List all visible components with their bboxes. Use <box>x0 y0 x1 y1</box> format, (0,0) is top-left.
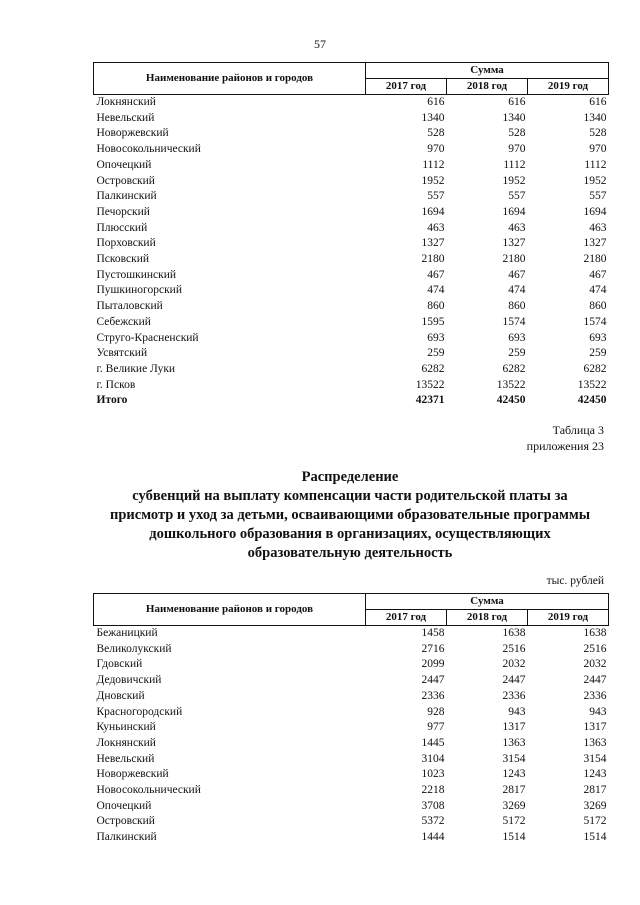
amount-cell: 860 <box>589 300 607 313</box>
amount-cell: 2817 <box>502 784 526 797</box>
district-name: Опочецкий <box>96 158 152 171</box>
table-row <box>94 657 609 673</box>
district-name: Новоржевский <box>96 768 169 781</box>
amount-cell: 463 <box>589 221 607 234</box>
amount-cell: 860 <box>508 300 526 313</box>
amount-cell: 13522 <box>496 378 526 391</box>
amount-cell: 1952 <box>583 174 607 187</box>
amount-cell: 5172 <box>502 815 526 828</box>
amount-cell: 13522 <box>415 378 445 391</box>
table-row <box>94 205 609 221</box>
amount-cell: 1340 <box>502 111 526 124</box>
table-note-line2: приложения 23 <box>526 439 604 453</box>
district-name: Палкинский <box>96 190 157 203</box>
amount-cell: 2817 <box>583 784 607 797</box>
title-line: субвенций на выплату компенсации части родительской платы за <box>132 488 568 504</box>
amount-cell: 1112 <box>422 158 445 171</box>
district-name: Пустошкинский <box>96 268 177 281</box>
amount-cell: 616 <box>427 96 445 108</box>
amount-cell: 2336 <box>583 689 607 702</box>
amount-cell: 2447 <box>421 674 445 687</box>
amount-cell: 467 <box>427 268 445 281</box>
amount-cell: 2180 <box>583 253 607 266</box>
district-name: Невельский <box>96 752 155 765</box>
amount-cell: 2099 <box>421 658 445 671</box>
table-row <box>94 752 609 768</box>
amount-cell: 463 <box>508 221 526 234</box>
table-note <box>527 422 604 454</box>
amount-cell: 2218 <box>421 784 445 797</box>
amount-cell: 1574 <box>583 315 607 328</box>
amount-cell: 2716 <box>421 642 445 655</box>
amount-cell: 2180 <box>502 253 526 266</box>
district-name: г. Великие Луки <box>96 362 176 375</box>
amount-cell: 5372 <box>421 815 445 828</box>
district-name: Новосокольнический <box>96 143 201 156</box>
amount-cell: 1340 <box>583 111 607 124</box>
district-name: Локнянский <box>96 96 156 108</box>
amount-cell: 528 <box>508 127 526 140</box>
amount-cell: 1023 <box>421 768 445 781</box>
amount-cell: 6282 <box>502 362 526 375</box>
title-line: образовательную деятельность <box>247 545 453 561</box>
header-year-2019: 2019 год <box>528 79 609 95</box>
table-1 <box>93 62 609 409</box>
table-row <box>94 268 609 284</box>
units-label: тыс. рублей <box>546 575 604 587</box>
amount-cell: 528 <box>427 127 445 140</box>
district-name: Невельский <box>96 111 155 124</box>
table-row <box>94 830 609 846</box>
table-row <box>94 626 609 642</box>
district-name: Островский <box>96 174 155 187</box>
district-name: Псковский <box>96 253 150 266</box>
amount-cell: 970 <box>589 143 607 156</box>
amount-cell: 2447 <box>583 674 607 687</box>
table-note-line1: Таблица 3 <box>552 423 604 437</box>
district-name: Новоржевский <box>96 127 169 140</box>
table-row <box>94 362 609 378</box>
amount-cell: 860 <box>427 300 445 313</box>
amount-cell: 928 <box>427 705 445 718</box>
header-year-2017: 2017 год <box>366 610 447 626</box>
amount-cell: 1363 <box>502 736 526 749</box>
district-name: Пушкиногорский <box>96 284 182 297</box>
amount-cell: 5172 <box>583 815 607 828</box>
amount-cell: 2032 <box>583 658 607 671</box>
header-year-2018: 2018 год <box>447 610 528 626</box>
amount-cell: 943 <box>589 705 607 718</box>
table-row <box>94 299 609 315</box>
amount-cell: 1694 <box>421 205 445 218</box>
amount-cell: 693 <box>589 331 607 344</box>
amount-cell: 3154 <box>502 752 526 765</box>
amount-cell: 1243 <box>502 768 526 781</box>
total-amount: 42450 <box>496 394 526 407</box>
amount-cell: 2516 <box>583 642 607 655</box>
district-name: Дновский <box>96 689 145 702</box>
header-sum: Сумма <box>366 63 609 79</box>
table-row <box>94 767 609 783</box>
header-year-2018: 2018 год <box>447 79 528 95</box>
total-amount: 42450 <box>577 394 607 407</box>
amount-cell: 2447 <box>502 674 526 687</box>
amount-cell: 557 <box>508 190 526 203</box>
table-row <box>94 736 609 752</box>
amount-cell: 1595 <box>421 315 445 328</box>
amount-cell: 3708 <box>421 799 445 812</box>
table-row <box>94 705 609 721</box>
amount-cell: 1444 <box>421 831 445 844</box>
table-row <box>94 331 609 347</box>
title-line: дошкольного образования в организациях, осуществляющих <box>149 526 551 542</box>
amount-cell: 970 <box>427 143 445 156</box>
amount-cell: 977 <box>427 721 445 734</box>
table-row <box>94 174 609 190</box>
amount-cell: 474 <box>427 284 445 297</box>
table-row <box>94 642 609 658</box>
amount-cell: 1638 <box>502 627 526 639</box>
amount-cell: 3154 <box>583 752 607 765</box>
district-name: Локнянский <box>96 736 156 749</box>
district-name: Плюсский <box>96 221 148 234</box>
header-sum: Сумма <box>366 594 609 610</box>
district-name: Куньинский <box>96 721 156 734</box>
amount-cell: 1112 <box>503 158 526 171</box>
total-row <box>94 393 609 409</box>
table-row <box>94 720 609 736</box>
amount-cell: 467 <box>508 268 526 281</box>
amount-cell: 1514 <box>583 831 607 844</box>
header-name: Наименование районов и городов <box>94 594 366 626</box>
amount-cell: 1458 <box>421 627 445 639</box>
district-name: Бежаницкий <box>96 627 158 639</box>
amount-cell: 463 <box>427 221 445 234</box>
amount-cell: 693 <box>427 331 445 344</box>
amount-cell: 1952 <box>421 174 445 187</box>
amount-cell: 1694 <box>502 205 526 218</box>
table-row <box>94 783 609 799</box>
district-name: Палкинский <box>96 831 157 844</box>
amount-cell: 1363 <box>583 736 607 749</box>
table-row <box>94 814 609 830</box>
header-name: Наименование районов и городов <box>94 63 366 95</box>
amount-cell: 1694 <box>583 205 607 218</box>
amount-cell: 2516 <box>502 642 526 655</box>
table-row <box>94 315 609 331</box>
amount-cell: 970 <box>508 143 526 156</box>
amount-cell: 616 <box>589 96 607 108</box>
district-name: Себежский <box>96 315 151 328</box>
amount-cell: 1317 <box>583 721 607 734</box>
table-row <box>94 221 609 237</box>
district-name: Усвятский <box>96 347 148 360</box>
district-name: Гдовский <box>96 658 143 671</box>
section-title <box>95 468 605 563</box>
table-row <box>94 111 609 127</box>
title-line: присмотр и уход за детьми, осваивающими образовательные программы <box>109 507 591 523</box>
amount-cell: 1514 <box>502 831 526 844</box>
header-year-2017: 2017 год <box>366 79 447 95</box>
table-row <box>94 158 609 174</box>
table-row <box>94 252 609 268</box>
amount-cell: 693 <box>508 331 526 344</box>
amount-cell: 1327 <box>421 237 445 250</box>
table-row <box>94 142 609 158</box>
page-number: 57 <box>314 37 326 51</box>
amount-cell: 6282 <box>421 362 445 375</box>
amount-cell: 2032 <box>502 658 526 671</box>
amount-cell: 474 <box>508 284 526 297</box>
table-row <box>94 673 609 689</box>
amount-cell: 1574 <box>502 315 526 328</box>
district-name: Порховский <box>96 237 156 250</box>
district-name: Дедовичский <box>96 674 162 687</box>
amount-cell: 1317 <box>502 721 526 734</box>
amount-cell: 467 <box>589 268 607 281</box>
amount-cell: 557 <box>427 190 445 203</box>
table-row <box>94 346 609 362</box>
amount-cell: 2336 <box>421 689 445 702</box>
amount-cell: 2180 <box>421 253 445 266</box>
district-name: Печорский <box>96 205 150 218</box>
total-label: Итого <box>96 394 128 407</box>
header-year-2019: 2019 год <box>528 610 609 626</box>
amount-cell: 528 <box>589 127 607 140</box>
amount-cell: 3269 <box>502 799 526 812</box>
district-name: Красногородский <box>96 705 183 718</box>
district-name: Пыталовский <box>96 300 163 313</box>
table-row <box>94 95 609 111</box>
table-row <box>94 799 609 815</box>
district-name: Опочецкий <box>96 799 152 812</box>
amount-cell: 1327 <box>502 237 526 250</box>
amount-cell: 1445 <box>421 736 445 749</box>
district-name: Великолукский <box>96 642 172 655</box>
amount-cell: 259 <box>589 347 607 360</box>
amount-cell: 1340 <box>421 111 445 124</box>
district-name: Струго-Красненский <box>96 331 199 344</box>
table-2 <box>93 593 609 846</box>
amount-cell: 1952 <box>502 174 526 187</box>
amount-cell: 943 <box>508 705 526 718</box>
table-row <box>94 236 609 252</box>
amount-cell: 2336 <box>502 689 526 702</box>
amount-cell: 474 <box>589 284 607 297</box>
table-row <box>94 378 609 394</box>
title-line: Распределение <box>301 469 399 485</box>
amount-cell: 13522 <box>577 378 607 391</box>
district-name: Новосокольнический <box>96 784 201 797</box>
amount-cell: 6282 <box>583 362 607 375</box>
amount-cell: 1112 <box>584 158 607 171</box>
amount-cell: 259 <box>508 347 526 360</box>
amount-cell: 3269 <box>583 799 607 812</box>
amount-cell: 1327 <box>583 237 607 250</box>
amount-cell: 616 <box>508 96 526 108</box>
table-row <box>94 126 609 142</box>
table-row <box>94 283 609 299</box>
amount-cell: 1638 <box>583 627 607 639</box>
amount-cell: 259 <box>427 347 445 360</box>
total-amount: 42371 <box>415 394 445 407</box>
amount-cell: 557 <box>589 190 607 203</box>
amount-cell: 1243 <box>583 768 607 781</box>
table-row <box>94 189 609 205</box>
table-row <box>94 689 609 705</box>
amount-cell: 3104 <box>421 752 445 765</box>
district-name: г. Псков <box>96 378 136 391</box>
district-name: Островский <box>96 815 155 828</box>
